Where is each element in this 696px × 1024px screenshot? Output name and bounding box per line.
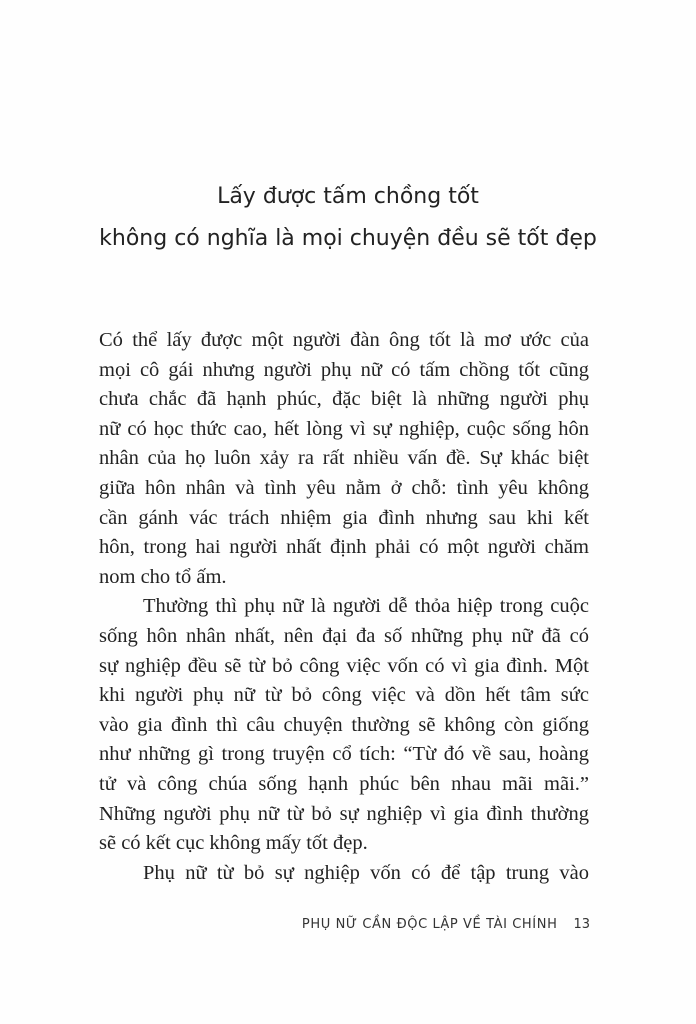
text-line: nữ có học thức cao, hết lòng vì sự nghiệp, cuộc sống hôn xyxy=(99,417,589,440)
text-line: Những người phụ nữ từ bỏ sự nghiệp vì gia đình thường xyxy=(99,802,589,825)
chapter-title-line-2: không có nghĩa là mọi chuyện đều sẽ tốt đẹp xyxy=(99,226,597,251)
text-line: sẽ có kết cục không mấy tốt đẹp. xyxy=(99,832,368,855)
text-line: sống hôn nhân nhất, nên đại đa số những phụ nữ đã có xyxy=(99,624,589,647)
text-line: cần gánh vác trách nhiệm gia đình nhưng sau khi kết xyxy=(99,506,589,529)
text-line: nom cho tổ ấm. xyxy=(99,565,227,588)
text-line: khi người phụ nữ từ bỏ công việc và dồn hết tâm sức xyxy=(99,684,589,707)
text-line: sự nghiệp đều sẽ từ bỏ công việc vốn có vì gia đình. Một xyxy=(99,654,589,677)
text-line: giữa hôn nhân và tình yêu nằm ở chỗ: tình yêu không xyxy=(99,476,589,499)
text-line: Có thể lấy được một người đàn ông tốt là mơ ước của xyxy=(99,329,589,351)
running-title: PHỤ NỮ CẦN ĐỘC LẬP VỀ TÀI CHÍNH xyxy=(301,917,558,932)
running-footer xyxy=(302,917,590,932)
text-line: nhân của họ luôn xảy ra rất nhiều vấn đề. Sự khác biệt xyxy=(99,447,589,470)
chapter-title xyxy=(60,176,636,260)
text-line: chưa chắc đã hạnh phúc, đặc biệt là những người phụ xyxy=(99,388,589,411)
chapter-title-line-1: Lấy được tấm chồng tốt xyxy=(217,184,479,209)
text-line: tử và công chúa sống hạnh phúc bên nhau mãi mãi.” xyxy=(99,772,589,795)
text-line: hôn, trong hai người nhất định phải có một người chăm xyxy=(99,536,589,559)
text-line: Thường thì phụ nữ là người dễ thỏa hiệp trong cuộc xyxy=(143,595,589,618)
text-line: mọi cô gái nhưng người phụ nữ có tấm chồng tốt cũng xyxy=(99,358,589,381)
body-text xyxy=(99,326,589,888)
text-line: như những gì trong truyện cổ tích: “Từ đó về sau, hoàng xyxy=(99,743,589,766)
text-line: Phụ nữ từ bỏ sự nghiệp vốn có để tập trung vào xyxy=(143,861,589,884)
page-number: 13 xyxy=(573,917,590,932)
text-line: vào gia đình thì câu chuyện thường sẽ không còn giống xyxy=(99,713,589,736)
